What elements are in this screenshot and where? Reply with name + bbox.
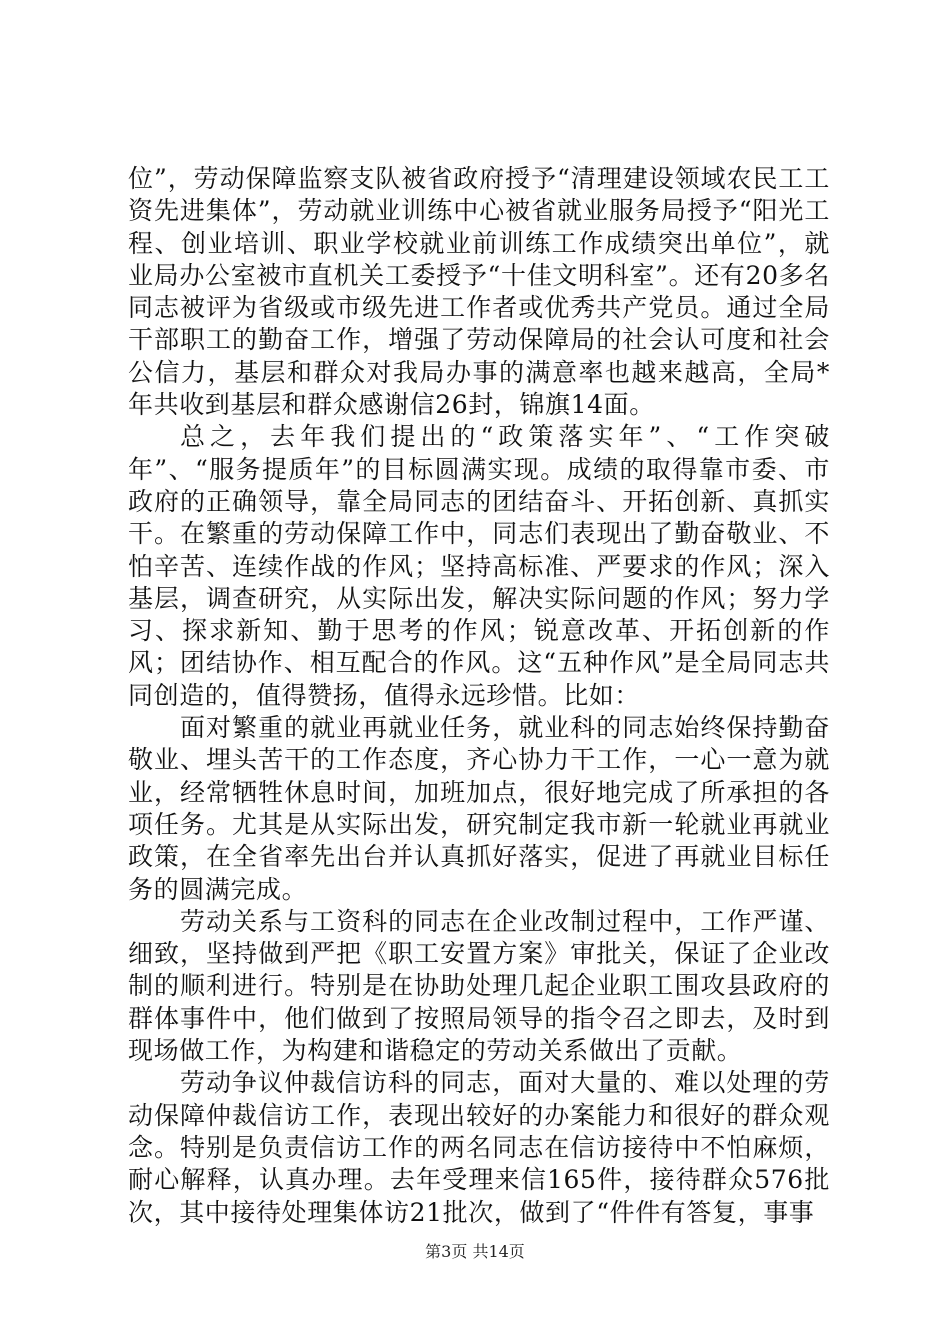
document-body — [128, 163, 830, 1229]
paragraph-summary: 总之，去年我们提出的“政策落实年”、“工作突破年”、“服务提质年”的目标圆满实现。成绩的取得靠市委、市政府的正确领导，靠全局同志的团结奋斗、开拓创新、真抓实干。在繁重的劳动保障工作中，同志们表现出了勤奋敬业、不怕辛苦、连续作战的作风；坚持高标准、严要求的作风；深入基层，调查研究，从实际出发，解决实际问题的作风；努力学习、探求新知、勤于思考的作风；锐意改革、开拓创新的作风；团结协作、相互配合的作风。这“五种作风”是全局同志共同创造的，值得赞扬，值得永远珍惜。比如： — [128, 422, 830, 710]
paragraph-labor-relations-section: 劳动关系与工资科的同志在企业改制过程中，工作严谨、细致，坚持做到严把《职工安置方案》审批关，保证了企业改制的顺利进行。特别是在协助处理几起企业职工围攻县政府的群体事件中，他们做到了按照局领导的指令召之即去，及时到现场做工作，为构建和谐稳定的劳动关系做出了贡献。 — [128, 906, 830, 1066]
paragraph-continuation: 位”，劳动保障监察支队被省政府授予“清理建设领域农民工工资先进集体”，劳动就业训练中心被省就业服务局授予“阳光工程、创业培训、职业学校就业前训练工作成绩突出单位”，就业局办公室被市直机关工委授予“十佳文明科室”。还有20多名同志被评为省级或市级先进工作者或优秀共产党员。通过全局干部职工的勤奋工作，增强了劳动保障局的社会认可度和社会公信力，基层和群众对我局办事的满意率也越来越高，全局*年共收到基层和群众感谢信26封，锦旗14面。 — [128, 164, 830, 420]
page-number-footer: 第3页 共14页 — [425, 1242, 525, 1261]
paragraph-arbitration-section: 劳动争议仲裁信访科的同志，面对大量的、难以处理的劳动保障仲裁信访工作，表现出较好的办案能力和很好的群众观念。特别是负责信访工作的两名同志在信访接待中不怕麻烦，耐心解释，认真办理。去年受理来信165件，接待群众576批次，其中接待处理集体访21批次，做到了“件件有答复，事事 — [128, 1068, 830, 1227]
paragraph-employment-section: 面对繁重的就业再就业任务，就业科的同志始终保持勤奋敬业、埋头苦干的工作态度，齐心协力干工作，一心一意为就业，经常牺牲休息时间，加班加点，很好地完成了所承担的各项任务。尤其是从实际出发，研究制定我市新一轮就业再就业政策，在全省率先出台并认真抓好落实，促进了再就业目标任务的圆满完成。 — [128, 713, 830, 904]
